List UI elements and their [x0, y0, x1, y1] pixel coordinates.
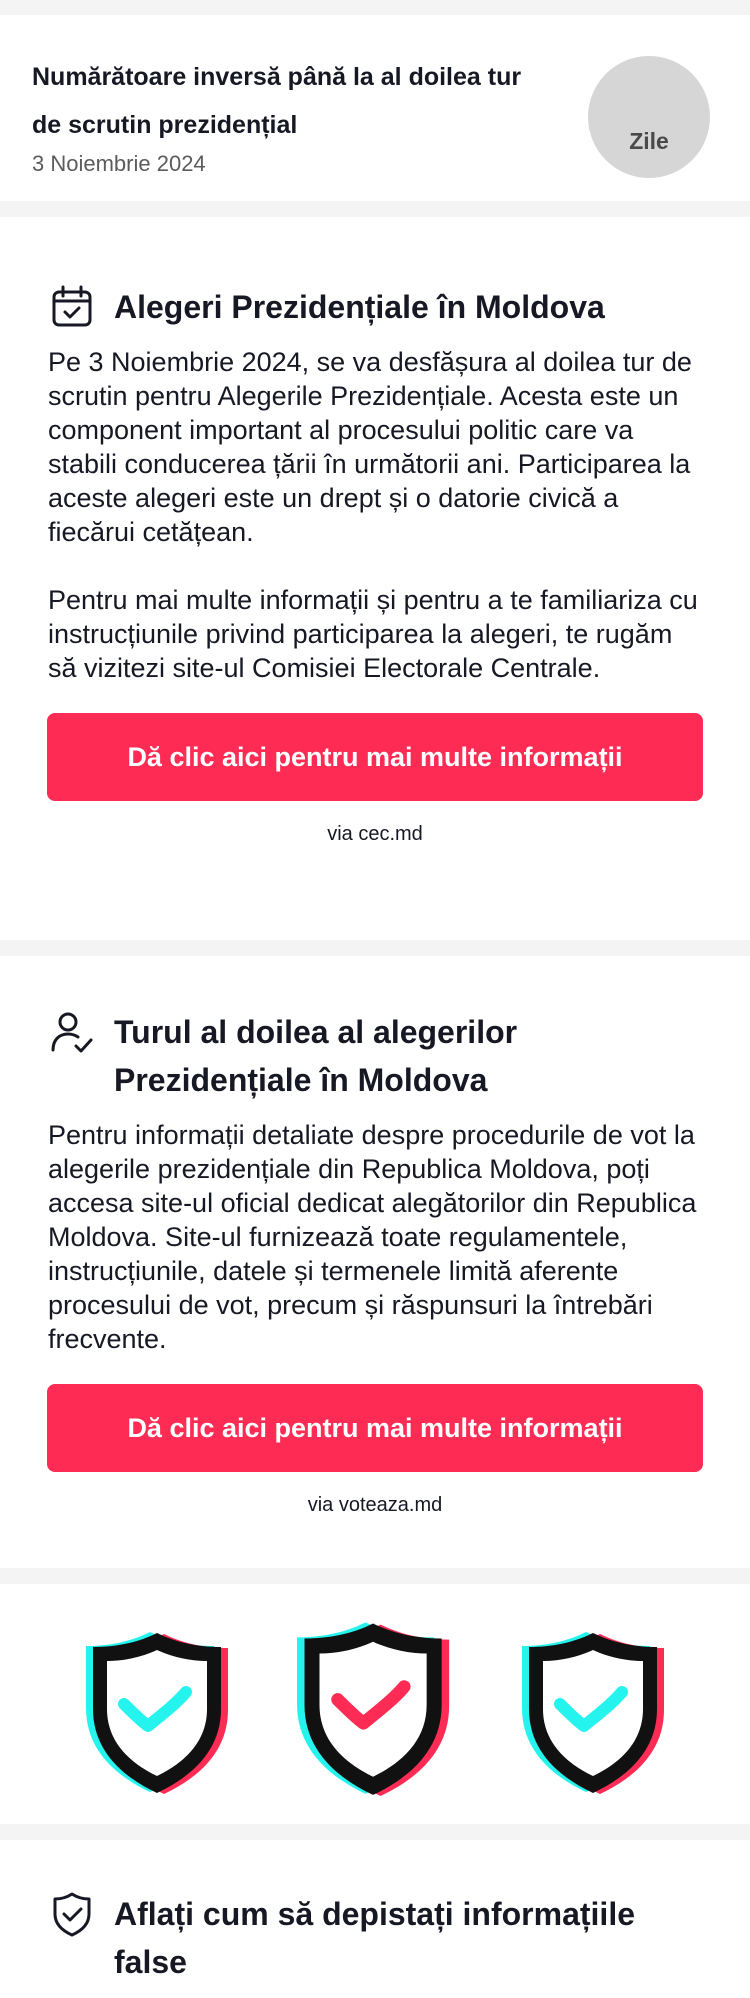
section-divider — [0, 1568, 750, 1584]
countdown-days-circle — [588, 56, 710, 178]
second-round-section — [0, 956, 750, 1568]
countdown-title: Numărătoare inversă până la al doilea tur de scrutin prezidențial — [32, 63, 522, 139]
shield-check-outline-icon — [48, 1890, 96, 1938]
section-divider — [0, 940, 750, 956]
source-label: via cec.md — [327, 823, 423, 845]
section-title: Alegeri Prezidențiale în Moldova — [114, 289, 605, 325]
section-divider — [0, 201, 750, 217]
shield-check-icon — [282, 1608, 462, 1804]
presidential-elections-section — [0, 217, 750, 940]
source-label: via voteaza.md — [307, 1494, 443, 1516]
fake-news-section — [0, 1840, 750, 1998]
countdown-days-label: Zile — [629, 128, 669, 154]
calendar-check-icon — [48, 283, 96, 331]
section-paragraph: Pe 3 Noiembrie 2024, se va desfășura al doilea tur de scrutin pentru Alegerile Prezidențiale. Acesta este un component important al procesului politic care va stabili conducerea țării în următorii ani. Participarea la aceste alegeri este un drept și o datorie civică a fiecărui cetățean. — [48, 347, 692, 547]
section-heading — [44, 1008, 706, 1104]
top-spacer — [0, 0, 750, 15]
section-divider — [0, 1824, 750, 1840]
user-check-icon — [48, 1008, 96, 1056]
section-heading — [44, 283, 706, 331]
section-title: Aflați cum să depistați informațiile false — [114, 1896, 635, 1980]
shields-banner — [0, 1584, 750, 1824]
section-heading — [44, 1890, 706, 1986]
countdown-date: 3 Noiembrie 2024 — [32, 151, 206, 176]
section-paragraph: Pentru mai multe informații și pentru a te familiariza cu instrucțiunile privind participarea la alegeri, te rugăm să vizitezi site-ul Comisiei Electorale Centrale. — [48, 585, 698, 683]
more-info-button[interactable]: Dă clic aici pentru mai multe informații — [47, 713, 703, 801]
countdown-card — [0, 15, 750, 201]
shield-check-icon — [508, 1620, 676, 1800]
more-info-button[interactable]: Dă clic aici pentru mai multe informații — [47, 1384, 703, 1472]
section-paragraph: Pentru informații detaliate despre procedurile de vot la alegerile prezidențiale din Republica Moldova, poți accesa site-ul oficial dedicat alegătorilor din Republica Moldova. Site-ul furnizează toate regulamentele, instrucțiunile, datele și termenele limită aferente procesului de vot, precum și răspunsuri la întrebări frecvente. — [48, 1120, 697, 1354]
section-title: Turul al doilea al alegerilor Prezidențiale în Moldova — [114, 1014, 518, 1098]
shield-check-icon — [72, 1620, 240, 1800]
